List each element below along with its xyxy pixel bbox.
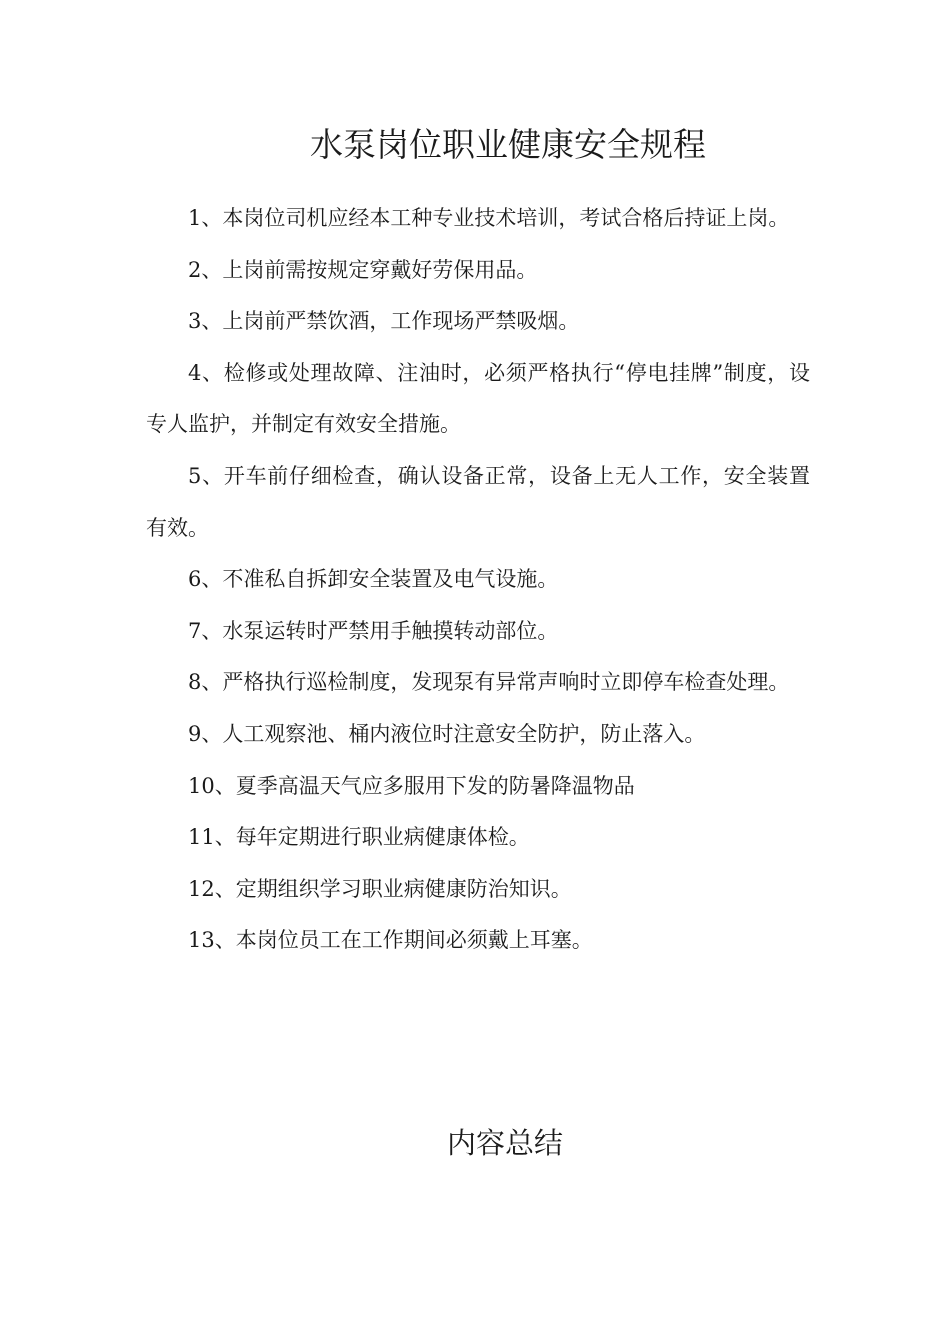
rule-item: 5、开车前仔细检查，确认设备正常，设备上无人工作，安全装置有效。	[146, 463, 810, 540]
rule-item: 10、夏季高温天气应多服用下发的防暑降温物品	[188, 773, 635, 798]
rule-item: 1、本岗位司机应经本工种专业技术培训，考试合格后持证上岗。	[188, 206, 790, 230]
rule-item: 12、定期组织学习职业病健康防治知识。	[188, 876, 572, 901]
rule-item: 9、人工观察池、桶内液位时注意安全防护，防止落入。	[188, 721, 706, 746]
rule-item: 13、本岗位员工在工作期间必须戴上耳塞。	[188, 928, 593, 953]
rule-item: 7、水泵运转时严禁用手触摸转动部位。	[188, 618, 559, 643]
rules-list	[146, 193, 810, 967]
rule-item: 11、每年定期进行职业病健康体检。	[188, 825, 530, 850]
document-title: 水泵岗位职业健康安全规程	[310, 125, 706, 164]
rule-item: 6、不准私自拆卸安全装置及电气设施。	[188, 567, 559, 592]
rule-item: 3、上岗前严禁饮酒，工作现场严禁吸烟。	[188, 309, 580, 334]
rule-item: 8、严格执行巡检制度，发现泵有异常声响时立即停车检查处理。	[188, 670, 790, 695]
rule-item: 4、检修或处理故障、注油时，必须严格执行“停电挂牌”制度，设专人监护，并制定有效安全措施。	[146, 360, 810, 437]
summary-heading: 内容总结	[446, 1126, 563, 1160]
rule-item: 2、上岗前需按规定穿戴好劳保用品。	[188, 257, 538, 282]
